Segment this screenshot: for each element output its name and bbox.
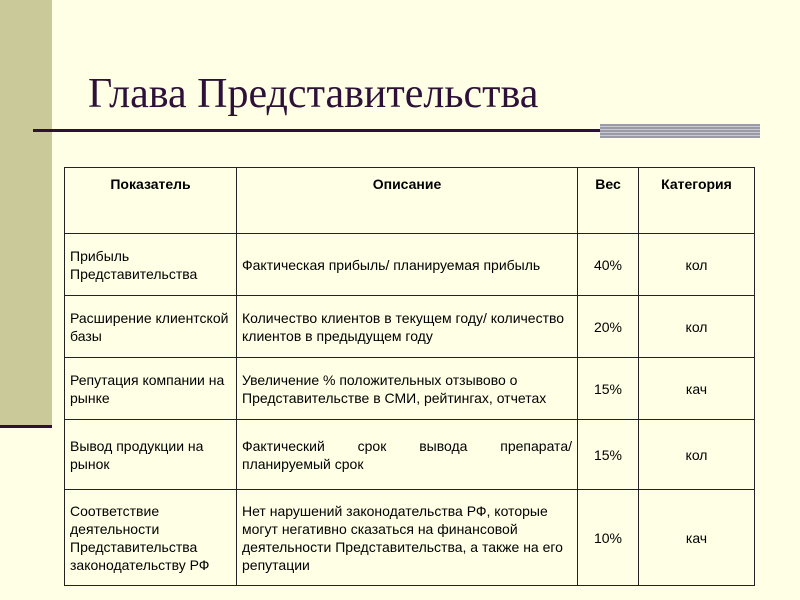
slide-title: Глава Представительства [88,71,539,117]
cell-category: кач [639,358,755,420]
cell-indicator: Вывод продукции на рынок [65,420,237,490]
cell-description: Фактическая прибыль/ планируемая прибыль [237,234,578,296]
cell-category: кол [639,234,755,296]
table-header-row [65,168,755,234]
cell-weight: 10% [578,490,639,586]
cell-category: кач [639,490,755,586]
cell-indicator: Соответствие деятельности Представительства законодательству РФ [65,490,237,586]
cell-indicator: Расширение клиентской базы [65,296,237,358]
cell-weight: 15% [578,358,639,420]
cell-category: кол [639,420,755,490]
header-indicator: Показатель [65,168,237,234]
header-weight: Вес [578,168,639,234]
cell-description: Увеличение % положительных отзывово о Представительстве в СМИ, рейтингах, отчетах [237,358,578,420]
left-bar-underline [0,425,52,428]
table-row [65,296,755,358]
table-row [65,490,755,586]
left-decorative-bar [0,0,52,425]
cell-indicator: Прибыль Представительства [65,234,237,296]
table-row [65,358,755,420]
title-rule [33,129,600,132]
table-row [65,234,755,296]
cell-indicator: Репутация компании на рынке [65,358,237,420]
cell-weight: 40% [578,234,639,296]
cell-weight: 20% [578,296,639,358]
cell-description: Нет нарушений законодательства РФ, которые могут негативно сказаться на финансовой деятельности Представительства, а также на его репутации [237,490,578,586]
table-row [65,420,755,490]
cell-category: кол [639,296,755,358]
kpi-table [64,167,755,586]
cell-description: Фактический срок вывода препарата/ планируемый срок [237,420,578,490]
cell-weight: 15% [578,420,639,490]
header-category: Категория [639,168,755,234]
header-description: Описание [237,168,578,234]
title-accent-stripe [600,124,760,138]
cell-description: Количество клиентов в текущем году/ количество клиентов в предыдущем году [237,296,578,358]
